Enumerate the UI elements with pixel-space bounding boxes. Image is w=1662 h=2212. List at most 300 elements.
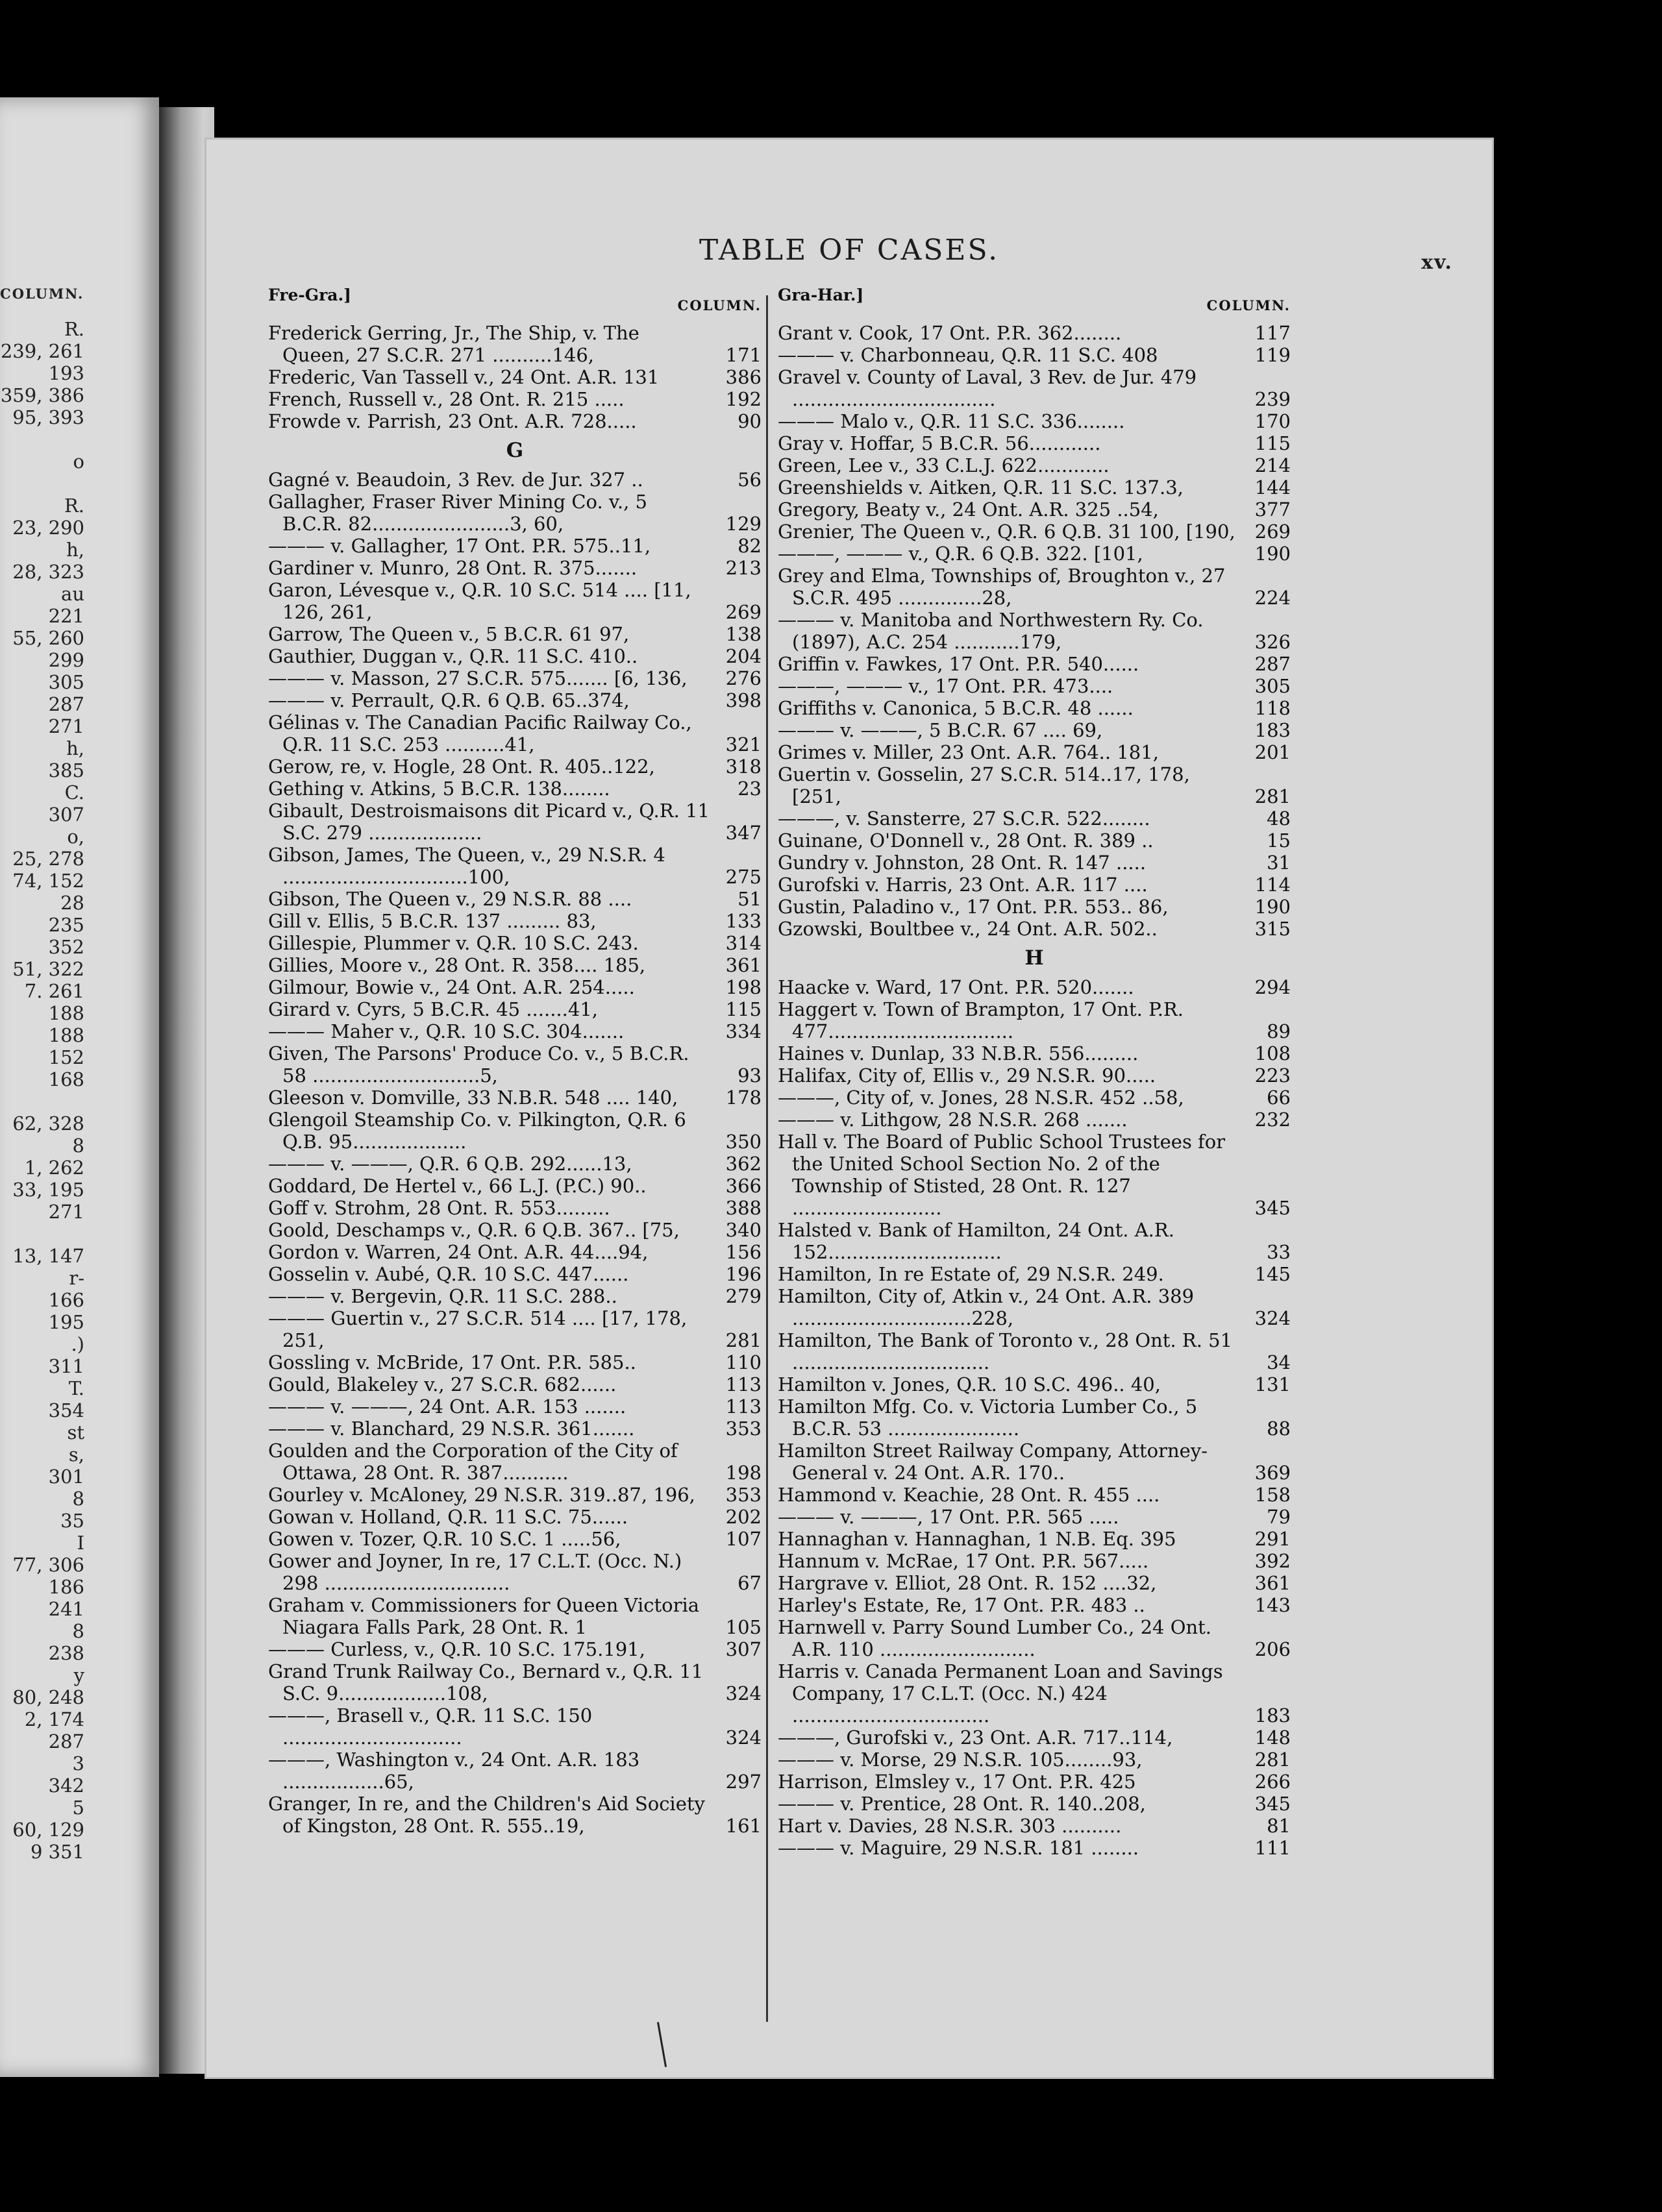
case-citation: Haggert v. Town of Brampton, 17 Ont. P.R. 477............................... <box>778 998 1184 1042</box>
adjacent-page-line: h, <box>66 539 84 561</box>
column-reference: 15 <box>1267 830 1291 852</box>
case-citation: Given, The Parsons' Produce Co. v., 5 B.C.R. 58 ............................5, <box>268 1042 689 1087</box>
case-citation: Grand Trunk Railway Co., Bernard v., Q.R. 11 S.C. 9..................108, <box>268 1660 704 1704</box>
case-citation: Gilmour, Bowie v., 24 Ont. A.R. 254..... <box>268 976 635 998</box>
case-citation: Gregory, Beaty v., 24 Ont. A.R. 325 ..54, <box>778 498 1159 521</box>
case-citation: Gélinas v. The Canadian Pacific Railway Co., Q.R. 11 S.C. 253 ..........41, <box>268 711 692 756</box>
adjacent-page-line: 77, 306 <box>12 1554 84 1576</box>
letter-section-heading: H <box>1024 946 1044 970</box>
column-reference: 275 <box>725 866 762 888</box>
adjacent-page-line: R. <box>64 495 84 517</box>
adjacent-page-line: 385 <box>48 759 84 781</box>
case-citation: Glengoil Steamship Co. v. Pilkington, Q.R. 6 Q.B. 95................... <box>268 1109 686 1153</box>
case-entry <box>778 741 1291 763</box>
case-citation: ——— v. Lithgow, 28 N.S.R. 268 ....... <box>778 1109 1128 1131</box>
case-citation: ——— v. Gallagher, 17 Ont. P.R. 575..11, <box>268 535 651 557</box>
case-entry <box>778 998 1291 1042</box>
column-reference: 66 <box>1267 1087 1291 1109</box>
case-entry <box>778 697 1291 719</box>
case-entry <box>268 1660 762 1704</box>
page-number: xv. <box>1421 251 1453 274</box>
case-citation: ———, v. Sansterre, 27 S.C.R. 522........ <box>778 807 1150 830</box>
case-entry <box>778 1793 1291 1815</box>
column-reference: 82 <box>738 535 762 557</box>
column-reference: 88 <box>1267 1418 1291 1440</box>
column-reference: 281 <box>1254 1749 1291 1771</box>
column-reference: 324 <box>725 1682 762 1704</box>
case-entry <box>778 1042 1291 1064</box>
case-entry <box>268 998 762 1020</box>
case-entry <box>268 1285 762 1307</box>
column-reference: 56 <box>738 469 762 491</box>
adjacent-page-line: 1, 262 <box>24 1157 84 1179</box>
column-reference: 307 <box>725 1638 762 1660</box>
case-entry <box>268 1418 762 1440</box>
case-entry <box>778 1727 1291 1749</box>
adjacent-page-line: 9 351 <box>30 1841 84 1863</box>
case-entry <box>268 469 762 491</box>
left-column-header <box>268 286 762 322</box>
case-citation: Hamilton Street Railway Company, Attorney-General v. 24 Ont. A.R. 170.. <box>778 1440 1208 1484</box>
case-citation: Harrison, Elmsley v., 17 Ont. P.R. 425 <box>778 1771 1136 1793</box>
case-citation: Hart v. Davies, 28 N.S.R. 303 .......... <box>778 1815 1122 1837</box>
column-reference: 269 <box>725 601 762 623</box>
column-reference: 223 <box>1254 1064 1291 1087</box>
column-divider <box>766 295 768 2022</box>
case-entry <box>778 763 1291 807</box>
column-reference: 318 <box>725 756 762 778</box>
column-reference: 178 <box>725 1087 762 1109</box>
case-entry <box>778 1395 1291 1440</box>
case-entry <box>778 830 1291 852</box>
case-citation: ——— Malo v., Q.R. 11 S.C. 336........ <box>778 410 1125 432</box>
right-column-entries <box>778 322 1291 1859</box>
case-citation: Gething v. Atkins, 5 B.C.R. 138........ <box>268 778 610 800</box>
column-reference: 398 <box>725 689 762 711</box>
case-entry <box>268 1749 762 1793</box>
case-entry <box>778 322 1291 344</box>
case-entry <box>268 1550 762 1594</box>
adjacent-page-line: 287 <box>48 693 84 715</box>
adjacent-page-line: 2, 174 <box>24 1708 84 1730</box>
case-citation: Gzowski, Boultbee v., 24 Ont. A.R. 502.. <box>778 918 1158 940</box>
column-reference: 111 <box>1254 1837 1291 1859</box>
case-citation: Goold, Deschamps v., Q.R. 6 Q.B. 367.. [75, <box>268 1219 680 1241</box>
case-entry <box>778 1263 1291 1285</box>
adjacent-page-line: 301 <box>48 1466 84 1488</box>
case-entry <box>778 719 1291 741</box>
case-citation: Gowan v. Holland, Q.R. 11 S.C. 75...... <box>268 1506 628 1528</box>
adjacent-page-line: 188 <box>48 1024 84 1046</box>
case-citation: ——— v. ———, 24 Ont. A.R. 153 ....... <box>268 1395 626 1418</box>
case-entry <box>778 1484 1291 1506</box>
adjacent-page-line: 238 <box>48 1642 84 1664</box>
column-reference: 362 <box>725 1153 762 1175</box>
case-citation: ———, Brasell v., Q.R. 11 S.C. 150 .............................. <box>268 1704 593 1749</box>
case-citation: Hamilton, The Bank of Toronto v., 28 Ont. R. 51 ................................. <box>778 1329 1233 1373</box>
case-entry <box>268 491 762 535</box>
case-entry <box>268 557 762 579</box>
case-citation: Garon, Lévesque v., Q.R. 10 S.C. 514 .... [11, 126, 261, <box>268 579 691 623</box>
case-entry <box>268 689 762 711</box>
case-entry <box>268 888 762 910</box>
case-citation: French, Russell v., 28 Ont. R. 215 ..... <box>268 388 625 410</box>
column-reference: 224 <box>1254 587 1291 609</box>
case-entry <box>778 1660 1291 1727</box>
case-citation: ——— v. Morse, 29 N.S.R. 105........93, <box>778 1749 1143 1771</box>
case-citation: ——— v. Perrault, Q.R. 6 Q.B. 65..374, <box>268 689 630 711</box>
case-citation: Gravel v. County of Laval, 3 Rev. de Jur. 479 .................................. <box>778 366 1197 410</box>
case-citation: Gleeson v. Domville, 33 N.B.R. 548 .... 140, <box>268 1087 678 1109</box>
case-citation: Girard v. Cyrs, 5 B.C.R. 45 .......41, <box>268 998 598 1020</box>
adjacent-page-line: 168 <box>48 1068 84 1090</box>
case-citation: Gowen v. Tozer, Q.R. 10 S.C. 1 .....56, <box>268 1528 621 1550</box>
column-reference: 213 <box>725 557 762 579</box>
case-entry <box>268 366 762 388</box>
case-entry <box>268 976 762 998</box>
column-reference: 107 <box>725 1528 762 1550</box>
case-entry <box>778 498 1291 521</box>
case-citation: Graham v. Commissioners for Queen Victoria Niagara Falls Park, 28 Ont. R. 1 <box>268 1594 700 1638</box>
case-entry <box>268 932 762 954</box>
case-citation: ——— v. Prentice, 28 Ont. R. 140..208, <box>778 1793 1146 1815</box>
case-citation: ———, ——— v., Q.R. 6 Q.B. 322. [101, <box>778 543 1143 565</box>
case-entry <box>268 1704 762 1749</box>
case-citation: Hall v. The Board of Public School Trustees for the United School Section No. 2 of the Township of Stisted, 28 Ont. R. 127 ......................... <box>778 1131 1226 1219</box>
column-reference: 315 <box>1254 918 1291 940</box>
case-citation: Hamilton, In re Estate of, 29 N.S.R. 249. <box>778 1263 1164 1285</box>
column-reference: 145 <box>1254 1263 1291 1285</box>
adjacent-page-line: 23, 290 <box>12 517 84 539</box>
column-reference: 214 <box>1254 454 1291 476</box>
column-reference: 361 <box>1254 1572 1291 1594</box>
column-reference: 239 <box>1254 388 1291 410</box>
case-entry <box>268 322 762 366</box>
column-reference: 161 <box>725 1815 762 1837</box>
adjacent-page-line: 354 <box>48 1399 84 1421</box>
adjacent-page-line: 271 <box>48 1201 84 1223</box>
adjacent-page-line: 7. 261 <box>24 980 84 1002</box>
case-entry <box>268 579 762 623</box>
case-citation: Gibson, The Queen v., 29 N.S.R. 88 .... <box>268 888 632 910</box>
case-entry <box>268 1373 762 1395</box>
case-citation: Harnwell v. Parry Sound Lumber Co., 24 Ont. A.R. 110 .......................... <box>778 1616 1212 1660</box>
case-entry <box>778 454 1291 476</box>
case-entry <box>778 366 1291 410</box>
column-reference: 115 <box>725 998 762 1020</box>
case-entry <box>778 1550 1291 1572</box>
case-citation: Frederic, Van Tassell v., 24 Ont. A.R. 131 <box>268 366 660 388</box>
case-citation: ——— Maher v., Q.R. 10 S.C. 304....... <box>268 1020 625 1042</box>
column-reference: 350 <box>725 1131 762 1153</box>
adjacent-page-line: 299 <box>48 649 84 671</box>
adjacent-page-line: 342 <box>48 1775 84 1797</box>
case-entry <box>778 1373 1291 1395</box>
right-column-label: COLUMN. <box>1206 297 1291 313</box>
adjacent-page-line: 239, 261 <box>0 340 84 362</box>
column-reference: 33 <box>1267 1241 1291 1263</box>
case-entry <box>778 976 1291 998</box>
adjacent-page-line: 8 <box>72 1488 84 1510</box>
case-citation: Gray v. Hoffar, 5 B.C.R. 56............ <box>778 432 1101 454</box>
case-entry <box>268 1395 762 1418</box>
column-reference: 196 <box>725 1263 762 1285</box>
case-entry <box>778 565 1291 609</box>
column-reference: 105 <box>725 1616 762 1638</box>
case-entry <box>268 623 762 645</box>
case-citation: Gurofski v. Harris, 23 Ont. A.R. 117 .... <box>778 874 1148 896</box>
column-reference: 287 <box>1254 653 1291 675</box>
right-column-range: Gra-Har.] <box>778 286 864 304</box>
case-citation: Guertin v. Gosselin, 27 S.C.R. 514..17, 178, [251, <box>778 763 1190 807</box>
column-reference: 190 <box>1254 896 1291 918</box>
column-reference: 281 <box>725 1329 762 1351</box>
adjacent-page-line: s, <box>68 1444 84 1466</box>
case-citation: Hargrave v. Elliot, 28 Ont. R. 152 ....32, <box>778 1572 1157 1594</box>
column-reference: 110 <box>725 1351 762 1373</box>
case-citation: Harris v. Canada Permanent Loan and Savings Company, 17 C.L.T. (Occ. N.) 424 ................................. <box>778 1660 1223 1727</box>
case-citation: ———, ——— v., 17 Ont. P.R. 473.... <box>778 675 1113 697</box>
case-entry <box>778 1572 1291 1594</box>
adjacent-page-line: 51, 322 <box>12 958 84 980</box>
case-citation: Gourley v. McAloney, 29 N.S.R. 319..87, 196, <box>268 1484 695 1506</box>
column-reference: 269 <box>1254 521 1291 543</box>
column-reference: 353 <box>725 1484 762 1506</box>
adjacent-page-line: 3 <box>72 1752 84 1775</box>
column-reference: 198 <box>725 976 762 998</box>
case-entry <box>268 1042 762 1087</box>
column-reference: 353 <box>725 1418 762 1440</box>
case-citation: Greenshields v. Aitken, Q.R. 11 S.C. 137.3, <box>778 476 1184 498</box>
column-reference: 113 <box>725 1373 762 1395</box>
case-citation: Gagné v. Beaudoin, 3 Rev. de Jur. 327 .. <box>268 469 643 491</box>
column-reference: 347 <box>725 822 762 844</box>
column-reference: 170 <box>1254 410 1291 432</box>
column-reference: 334 <box>725 1020 762 1042</box>
column-reference: 51 <box>738 888 762 910</box>
right-column <box>778 286 1291 1859</box>
case-citation: Hamilton, City of, Atkin v., 24 Ont. A.R. 389 ..............................228, <box>778 1285 1195 1329</box>
adjacent-page-line: R. <box>64 318 84 340</box>
column-reference: 369 <box>1254 1462 1291 1484</box>
case-citation: Frowde v. Parrish, 23 Ont. A.R. 728..... <box>268 410 637 432</box>
adjacent-page-fragment <box>0 97 159 2077</box>
adjacent-page-line: 241 <box>48 1598 84 1620</box>
column-reference: 206 <box>1254 1638 1291 1660</box>
case-entry <box>268 910 762 932</box>
case-citation: Grenier, The Queen v., Q.R. 6 Q.B. 31 100, [190, <box>778 521 1235 543</box>
column-reference: 361 <box>725 954 762 976</box>
left-column <box>268 286 762 1837</box>
adjacent-page-line: 359, 386 <box>0 384 84 406</box>
case-entry <box>778 1285 1291 1329</box>
column-reference: 198 <box>725 1462 762 1484</box>
case-entry <box>778 1771 1291 1793</box>
adjacent-page-line: 271 <box>48 715 84 737</box>
case-entry <box>268 1528 762 1550</box>
case-entry <box>778 1329 1291 1373</box>
case-citation: Hammond v. Keachie, 28 Ont. R. 455 .... <box>778 1484 1160 1506</box>
case-entry <box>268 1506 762 1528</box>
case-entry <box>778 1087 1291 1109</box>
column-reference: 23 <box>738 778 762 800</box>
case-entry <box>268 1484 762 1506</box>
adjacent-page-line: o <box>73 450 84 473</box>
column-reference: 392 <box>1254 1550 1291 1572</box>
case-entry <box>268 844 762 888</box>
case-citation: Gallagher, Fraser River Mining Co. v., 5 B.C.R. 82.......................3, 60, <box>268 491 647 535</box>
case-entry <box>778 410 1291 432</box>
case-citation: ——— v. ———, Q.R. 6 Q.B. 292......13, <box>268 1153 632 1175</box>
case-entry <box>268 1109 762 1153</box>
adjacent-page-line: 193 <box>48 362 84 384</box>
case-entry <box>268 1087 762 1109</box>
case-citation: ——— Curless, v., Q.R. 10 S.C. 175.191, <box>268 1638 645 1660</box>
column-reference: 201 <box>1254 741 1291 763</box>
case-entry <box>268 778 762 800</box>
case-entry <box>778 543 1291 565</box>
case-citation: Granger, In re, and the Children's Aid Society of Kingston, 28 Ont. R. 555..19, <box>268 1793 705 1837</box>
column-reference: 297 <box>725 1771 762 1793</box>
case-citation: Grimes v. Miller, 23 Ont. A.R. 764.. 181, <box>778 741 1159 763</box>
adjacent-page-line: y <box>73 1664 84 1686</box>
adjacent-page-line: st <box>67 1421 84 1444</box>
case-entry <box>778 1616 1291 1660</box>
case-citation: Hamilton Mfg. Co. v. Victoria Lumber Co., 5 B.C.R. 53 ...................... <box>778 1395 1198 1440</box>
column-reference: 345 <box>1254 1793 1291 1815</box>
adjacent-page-line: 287 <box>48 1730 84 1752</box>
column-reference: 345 <box>1254 1197 1291 1219</box>
case-entry <box>268 1638 762 1660</box>
column-reference: 340 <box>725 1219 762 1241</box>
adjacent-page-line: 28, 323 <box>12 561 84 583</box>
right-column-header <box>778 286 1291 322</box>
adjacent-page-line: 95, 393 <box>12 406 84 428</box>
case-citation: Goff v. Strohm, 28 Ont. R. 553......... <box>268 1197 610 1219</box>
case-entry <box>778 1594 1291 1616</box>
pen-mark <box>657 2022 667 2067</box>
case-citation: Halsted v. Bank of Hamilton, 24 Ont. A.R. 152............................. <box>778 1219 1174 1263</box>
case-citation: Griffiths v. Canonica, 5 B.C.R. 48 ...... <box>778 697 1134 719</box>
column-reference: 326 <box>1254 631 1291 653</box>
case-citation: Gossling v. McBride, 17 Ont. P.R. 585.. <box>268 1351 636 1373</box>
column-reference: 119 <box>1254 344 1291 366</box>
column-reference: 48 <box>1267 807 1291 830</box>
adjacent-page-line: 25, 278 <box>12 848 84 870</box>
case-entry <box>268 1020 762 1042</box>
case-entry <box>778 521 1291 543</box>
adjacent-page-line: 311 <box>48 1355 84 1377</box>
case-citation: Grey and Elma, Townships of, Broughton v., 27 S.C.R. 495 ..............28, <box>778 565 1226 609</box>
case-citation: Haacke v. Ward, 17 Ont. P.R. 520....... <box>778 976 1134 998</box>
case-citation: ——— v. Masson, 27 S.C.R. 575....... [6, 136, <box>268 667 688 689</box>
case-entry <box>268 1594 762 1638</box>
case-citation: ———, Washington v., 24 Ont. A.R. 183 .................65, <box>268 1749 640 1793</box>
case-citation: Garrow, The Queen v., 5 B.C.R. 61 97, <box>268 623 630 645</box>
column-reference: 67 <box>738 1572 762 1594</box>
case-citation: Hannum v. McRae, 17 Ont. P.R. 567..... <box>778 1550 1149 1572</box>
adjacent-page-line: o, <box>67 826 84 848</box>
column-reference: 114 <box>1254 874 1291 896</box>
case-citation: ———, Gurofski v., 23 Ont. A.R. 717..114, <box>778 1727 1173 1749</box>
adjacent-page-line: r- <box>69 1267 84 1289</box>
column-reference: 232 <box>1254 1109 1291 1131</box>
case-entry <box>778 1506 1291 1528</box>
case-entry <box>778 918 1291 940</box>
case-citation: Haines v. Dunlap, 33 N.B.R. 556......... <box>778 1042 1139 1064</box>
case-entry <box>268 1793 762 1837</box>
case-entry <box>268 645 762 667</box>
column-reference: 183 <box>1254 1704 1291 1727</box>
adjacent-page-line: C. <box>64 781 84 804</box>
case-citation: ——— v. Maguire, 29 N.S.R. 181 ........ <box>778 1837 1139 1859</box>
column-reference: 79 <box>1267 1506 1291 1528</box>
column-reference: 314 <box>725 932 762 954</box>
adjacent-page-line: 28 <box>60 892 84 914</box>
case-entry <box>778 896 1291 918</box>
column-reference: 291 <box>1254 1528 1291 1550</box>
case-entry <box>268 1307 762 1351</box>
adjacent-page-line: 307 <box>48 804 84 826</box>
case-citation: Gillies, Moore v., 28 Ont. R. 358.... 185, <box>268 954 646 976</box>
column-reference: 183 <box>1254 719 1291 741</box>
column-reference: 294 <box>1254 976 1291 998</box>
case-entry <box>268 756 762 778</box>
column-reference: 31 <box>1267 852 1291 874</box>
left-column-label: COLUMN. <box>677 297 762 313</box>
column-reference: 143 <box>1254 1594 1291 1616</box>
case-entry <box>268 1263 762 1285</box>
column-reference: 171 <box>725 344 762 366</box>
column-reference: 202 <box>725 1506 762 1528</box>
adjacent-page-line: 74, 152 <box>12 870 84 892</box>
case-entry <box>778 1131 1291 1219</box>
column-reference: 324 <box>1254 1307 1291 1329</box>
column-reference: 115 <box>1254 432 1291 454</box>
column-reference: 156 <box>725 1241 762 1263</box>
case-citation: Gosselin v. Aubé, Q.R. 10 S.C. 447...... <box>268 1263 629 1285</box>
case-entry <box>268 1440 762 1484</box>
case-citation: Goulden and the Corporation of the City of Ottawa, 28 Ont. R. 387........... <box>268 1440 678 1484</box>
case-citation: ——— Guertin v., 27 S.C.R. 514 .... [17, 178, 251, <box>268 1307 688 1351</box>
case-entry <box>778 344 1291 366</box>
adjacent-page-line: 35 <box>60 1510 84 1532</box>
case-entry <box>268 410 762 432</box>
case-entry <box>268 1175 762 1197</box>
column-reference: 108 <box>1254 1042 1291 1064</box>
column-reference: 118 <box>1254 697 1291 719</box>
column-reference: 90 <box>738 410 762 432</box>
adjacent-page-line: 60, 129 <box>12 1819 84 1841</box>
column-reference: 113 <box>725 1395 762 1418</box>
adjacent-page-line: 80, 248 <box>12 1686 84 1708</box>
adjacent-page-line: 55, 260 <box>12 627 84 649</box>
column-reference: 281 <box>1254 785 1291 807</box>
case-citation: Gardiner v. Munro, 28 Ont. R. 375....... <box>268 557 638 579</box>
case-entry <box>778 476 1291 498</box>
column-reference: 81 <box>1267 1815 1291 1837</box>
column-reference: 158 <box>1254 1484 1291 1506</box>
case-citation: ———, City of, v. Jones, 28 N.S.R. 452 ..58, <box>778 1087 1184 1109</box>
case-citation: ——— v. Blanchard, 29 N.S.R. 361....... <box>268 1418 635 1440</box>
adjacent-page-line: 5 <box>72 1797 84 1819</box>
column-reference: 138 <box>725 623 762 645</box>
adjacent-page-line: 195 <box>48 1311 84 1333</box>
letter-section-heading: G <box>506 439 524 462</box>
column-reference: 266 <box>1254 1771 1291 1793</box>
adjacent-page-line: 152 <box>48 1046 84 1068</box>
adjacent-page-line: h, <box>66 737 84 759</box>
